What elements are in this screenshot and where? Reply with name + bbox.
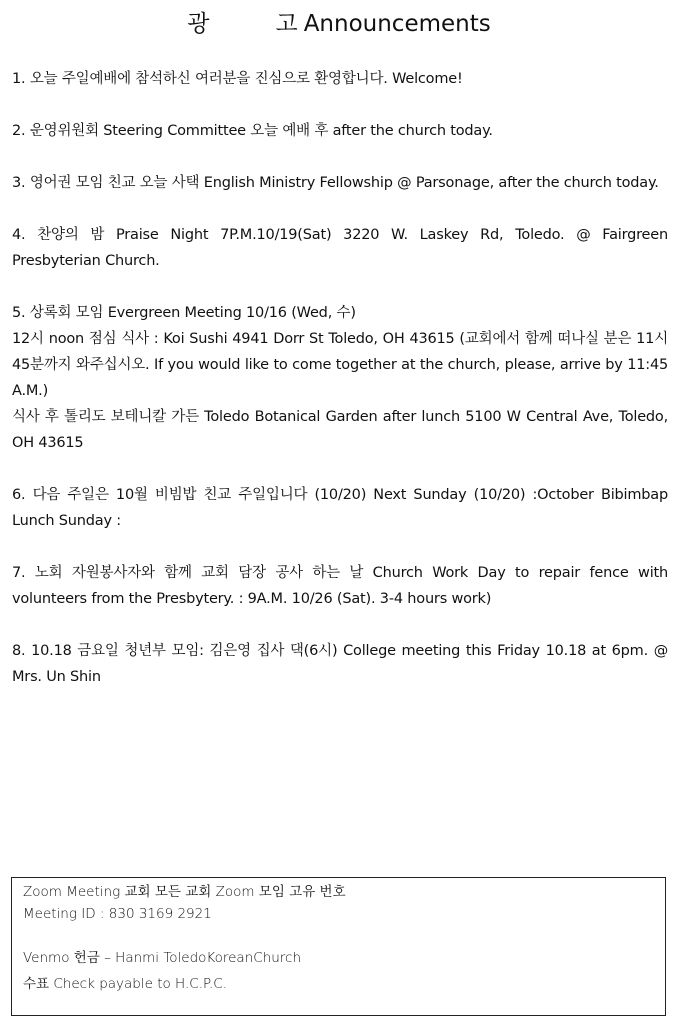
title-korean-part-2: 고	[275, 11, 298, 37]
announcement-text: 6. 다음 주일은 10월 비빔밥 친교 주일입니다 (10/20) Next Sunday (10/20) :October Bibimbap Lunch Sunday :	[12, 487, 668, 529]
contact-info-box	[11, 877, 666, 1016]
page-title	[0, 8, 678, 40]
announcement-text: 7. 노회 자원봉사자와 함께 교회 담장 공사 하는 날 Church Work Day to repair fence with volunteers from the Presbytery. : 9A.M. 10/26 (Sat). 3-4 hours work)	[12, 565, 668, 607]
announcement-item-7	[12, 560, 668, 612]
announcement-item-5	[12, 300, 668, 456]
announcement-text: 1. 오늘 주일예배에 참석하신 여러분을 진심으로 환영합니다. Welcome!	[12, 71, 463, 87]
zoom-meeting-line: Zoom Meeting 교회 모든 교회 Zoom 모임 고유 번호	[23, 884, 346, 900]
announcement-item-4	[12, 222, 668, 274]
venmo-offering-line: Venmo 헌금 – Hanmi ToledoKoreanChurch	[23, 950, 302, 966]
announcement-text: 8. 10.18 금요일 청년부 모임: 김은영 집사 댁(6시) College meeting this Friday 10.18 at 6pm. @ Mrs. Un Shin	[12, 643, 668, 685]
announcement-item-3	[12, 170, 668, 196]
announcement-item-8	[12, 638, 668, 690]
announcement-item-6	[12, 482, 668, 534]
announcement-text: 식사 후 톨리도 보테니칼 가든 Toledo Botanical Garden after lunch 5100 W Central Ave, Toledo, OH 43615	[12, 409, 668, 451]
title-korean-part-1: 광	[187, 11, 210, 37]
announcement-item-1	[12, 66, 668, 92]
title-english: Announcements	[303, 11, 491, 37]
announcement-text: 2. 운영위원회 Steering Committee 오늘 예배 후 after the church today.	[12, 123, 493, 139]
announcement-text: 3. 영어권 모임 친교 오늘 사택 English Ministry Fellowship @ Parsonage, after the church today.	[12, 175, 659, 191]
announcement-list	[12, 66, 668, 690]
announcement-text: 5. 상록회 모임 Evergreen Meeting 10/16 (Wed, 수)	[12, 305, 356, 321]
announcement-text: 12시 noon 점심 식사 : Koi Sushi 4941 Dorr St Toledo, OH 43615 (교회에서 함께 떠나실 분은 11시45분까지 와주십시오. If you would like to come together at the church, please, arrive by 11:45 A.M.)	[12, 331, 668, 399]
announcement-text: 4. 찬양의 밤 Praise Night 7P.M.10/19(Sat) 3220 W. Laskey Rd, Toledo. @ Fairgreen Presbyterian Church.	[12, 227, 668, 269]
zoom-meeting-id: Meeting ID : 830 3169 2921	[23, 906, 212, 922]
announcement-item-2	[12, 118, 668, 144]
check-payable-line: 수표 Check payable to H.C.P.C.	[23, 976, 228, 992]
